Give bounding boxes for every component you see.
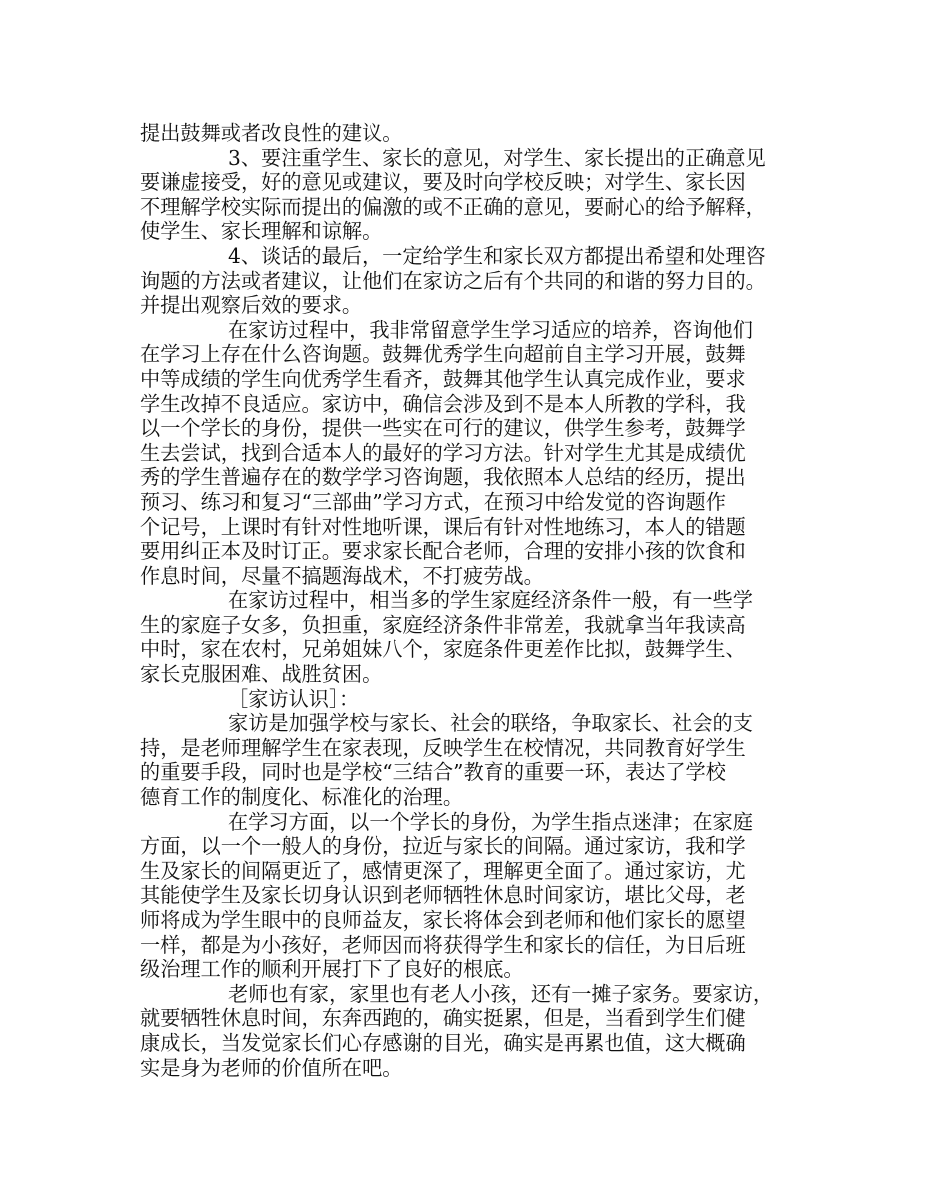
paragraph: [140, 711, 830, 809]
text-line: 师将成为学生眼中的良师益友，家长将体会到老师和他们家长的愿望: [140, 908, 746, 932]
text-line: 生及家长的间隔更近了，感情更深了，理解更全面了。通过家访，尤: [140, 858, 746, 883]
text-line: 方面，以一个一般人的身份，拉近与家长的间隔。通过家访，我和学: [140, 834, 746, 859]
text-line: 预习、练习和复习“三部曲”学习方式，在预习中给发觉的咨询题作: [140, 489, 726, 514]
paragraph: [140, 588, 830, 686]
text-line: 的重要手段，同时也是学校“三结合”教育的重要一环，表达了学校: [140, 760, 726, 785]
text-line: 级治理工作的顺利开展打下了良好的根底。: [140, 957, 524, 982]
text-line: 在学习上存在什么咨询题。鼓舞优秀学生向超前自主学习开展，鼓舞: [140, 342, 746, 367]
text-line: 其能使学生及家长切身认识到老师牺牲休息时间家访，堪比父母，老: [140, 883, 746, 908]
text-line: 使学生、家长理解和谅解。: [140, 219, 383, 244]
document-body: [140, 121, 830, 1080]
text-line: 3、要注重学生、家长的意见，对学生、家长提出的正确意见: [228, 145, 766, 170]
paragraph: [140, 244, 830, 318]
text-line: 家长克服困难、战胜贫困。: [140, 662, 383, 687]
text-line: 秀的学生普遍存在的数学学习咨询题，我依照本人总结的经历，提出: [140, 465, 746, 490]
text-line: 家访是加强学校与家长、社会的联络，争取家长、社会的支: [228, 711, 753, 736]
text-line: 中时，家在农村，兄弟姐妹八个，家庭条件更差作比拟，鼓舞学生、: [140, 637, 746, 662]
text-line: 以一个学长的身份，提供一些实在可行的建议，供学生参考，鼓舞学: [140, 416, 746, 441]
text-line: 实是身为老师的价值所在吧。: [140, 1055, 403, 1080]
text-line: 要谦虚接受，好的意见或建议，要及时向学校反映；对学生、家长因: [140, 170, 746, 195]
text-line: 作息时间，尽量不搞题海战术，不打疲劳战。: [140, 563, 544, 588]
text-line: 询题的方法或者建议，让他们在家访之后有个共同的和谐的努力目的。: [140, 268, 766, 293]
text-line: 老师也有家，家里也有老人小孩，还有一摊子家务。要家访，: [228, 981, 774, 1006]
text-line: 生去尝试，找到合适本人的最好的学习方法。针对学生尤其是成绩优: [140, 440, 746, 465]
text-line: 在家访过程中，相当多的学生家庭经济条件一般，有一些学: [228, 588, 753, 613]
text-line: 一样，都是为小孩好，老师因而将获得学生和家长的信任，为日后班: [140, 932, 746, 957]
text-line: 提出鼓舞或者改良性的建议。: [140, 121, 403, 145]
text-line: 并提出观察后效的要求。: [140, 293, 363, 318]
text-line: 德育工作的制度化、标准化的治理。: [140, 785, 464, 810]
paragraph: [140, 121, 830, 146]
text-line: 康成长，当发觉家长们心存感谢的目光，确实是再累也值，这大概确: [140, 1030, 746, 1055]
text-line: 个记号，上课时有针对性地听课，课后有针对性地练习，本人的错题: [140, 514, 746, 539]
paragraph: [140, 146, 830, 244]
paragraph: [140, 318, 830, 589]
text-line: ［家访认识］：: [228, 686, 360, 711]
paragraph: [140, 810, 830, 982]
paragraph: [140, 687, 830, 712]
text-line: 学生改掉不良适应。家访中，确信会涉及到不是本人所教的学科，我: [140, 391, 746, 416]
text-line: 持，是老师理解学生在家表现，反映学生在校情况，共同教育好学生: [140, 735, 746, 760]
text-line: 中等成绩的学生向优秀学生看齐，鼓舞其他学生认真完成作业，要求: [140, 366, 746, 391]
paragraph: [140, 982, 830, 1080]
text-line: 要用纠正本及时订正。要求家长配合老师，合理的安排小孩的饮食和: [140, 539, 746, 564]
text-line: 4、谈话的最后，一定给学生和家长双方都提出希望和处理咨: [228, 243, 766, 268]
text-line: 在学习方面，以一个学长的身份，为学生指点迷津；在家庭: [228, 809, 753, 834]
text-line: 在家访过程中，我非常留意学生学习适应的培养，咨询他们: [228, 317, 753, 342]
text-line: 不理解学校实际而提出的偏激的或不正确的意见，要耐心的给予解释，: [140, 194, 766, 219]
text-line: 生的家庭子女多，负担重，家庭经济条件非常差，我就拿当年我读高: [140, 612, 746, 637]
text-line: 就要牺牲休息时间，东奔西跑的，确实挺累，但是，当看到学生们健: [140, 1006, 746, 1031]
